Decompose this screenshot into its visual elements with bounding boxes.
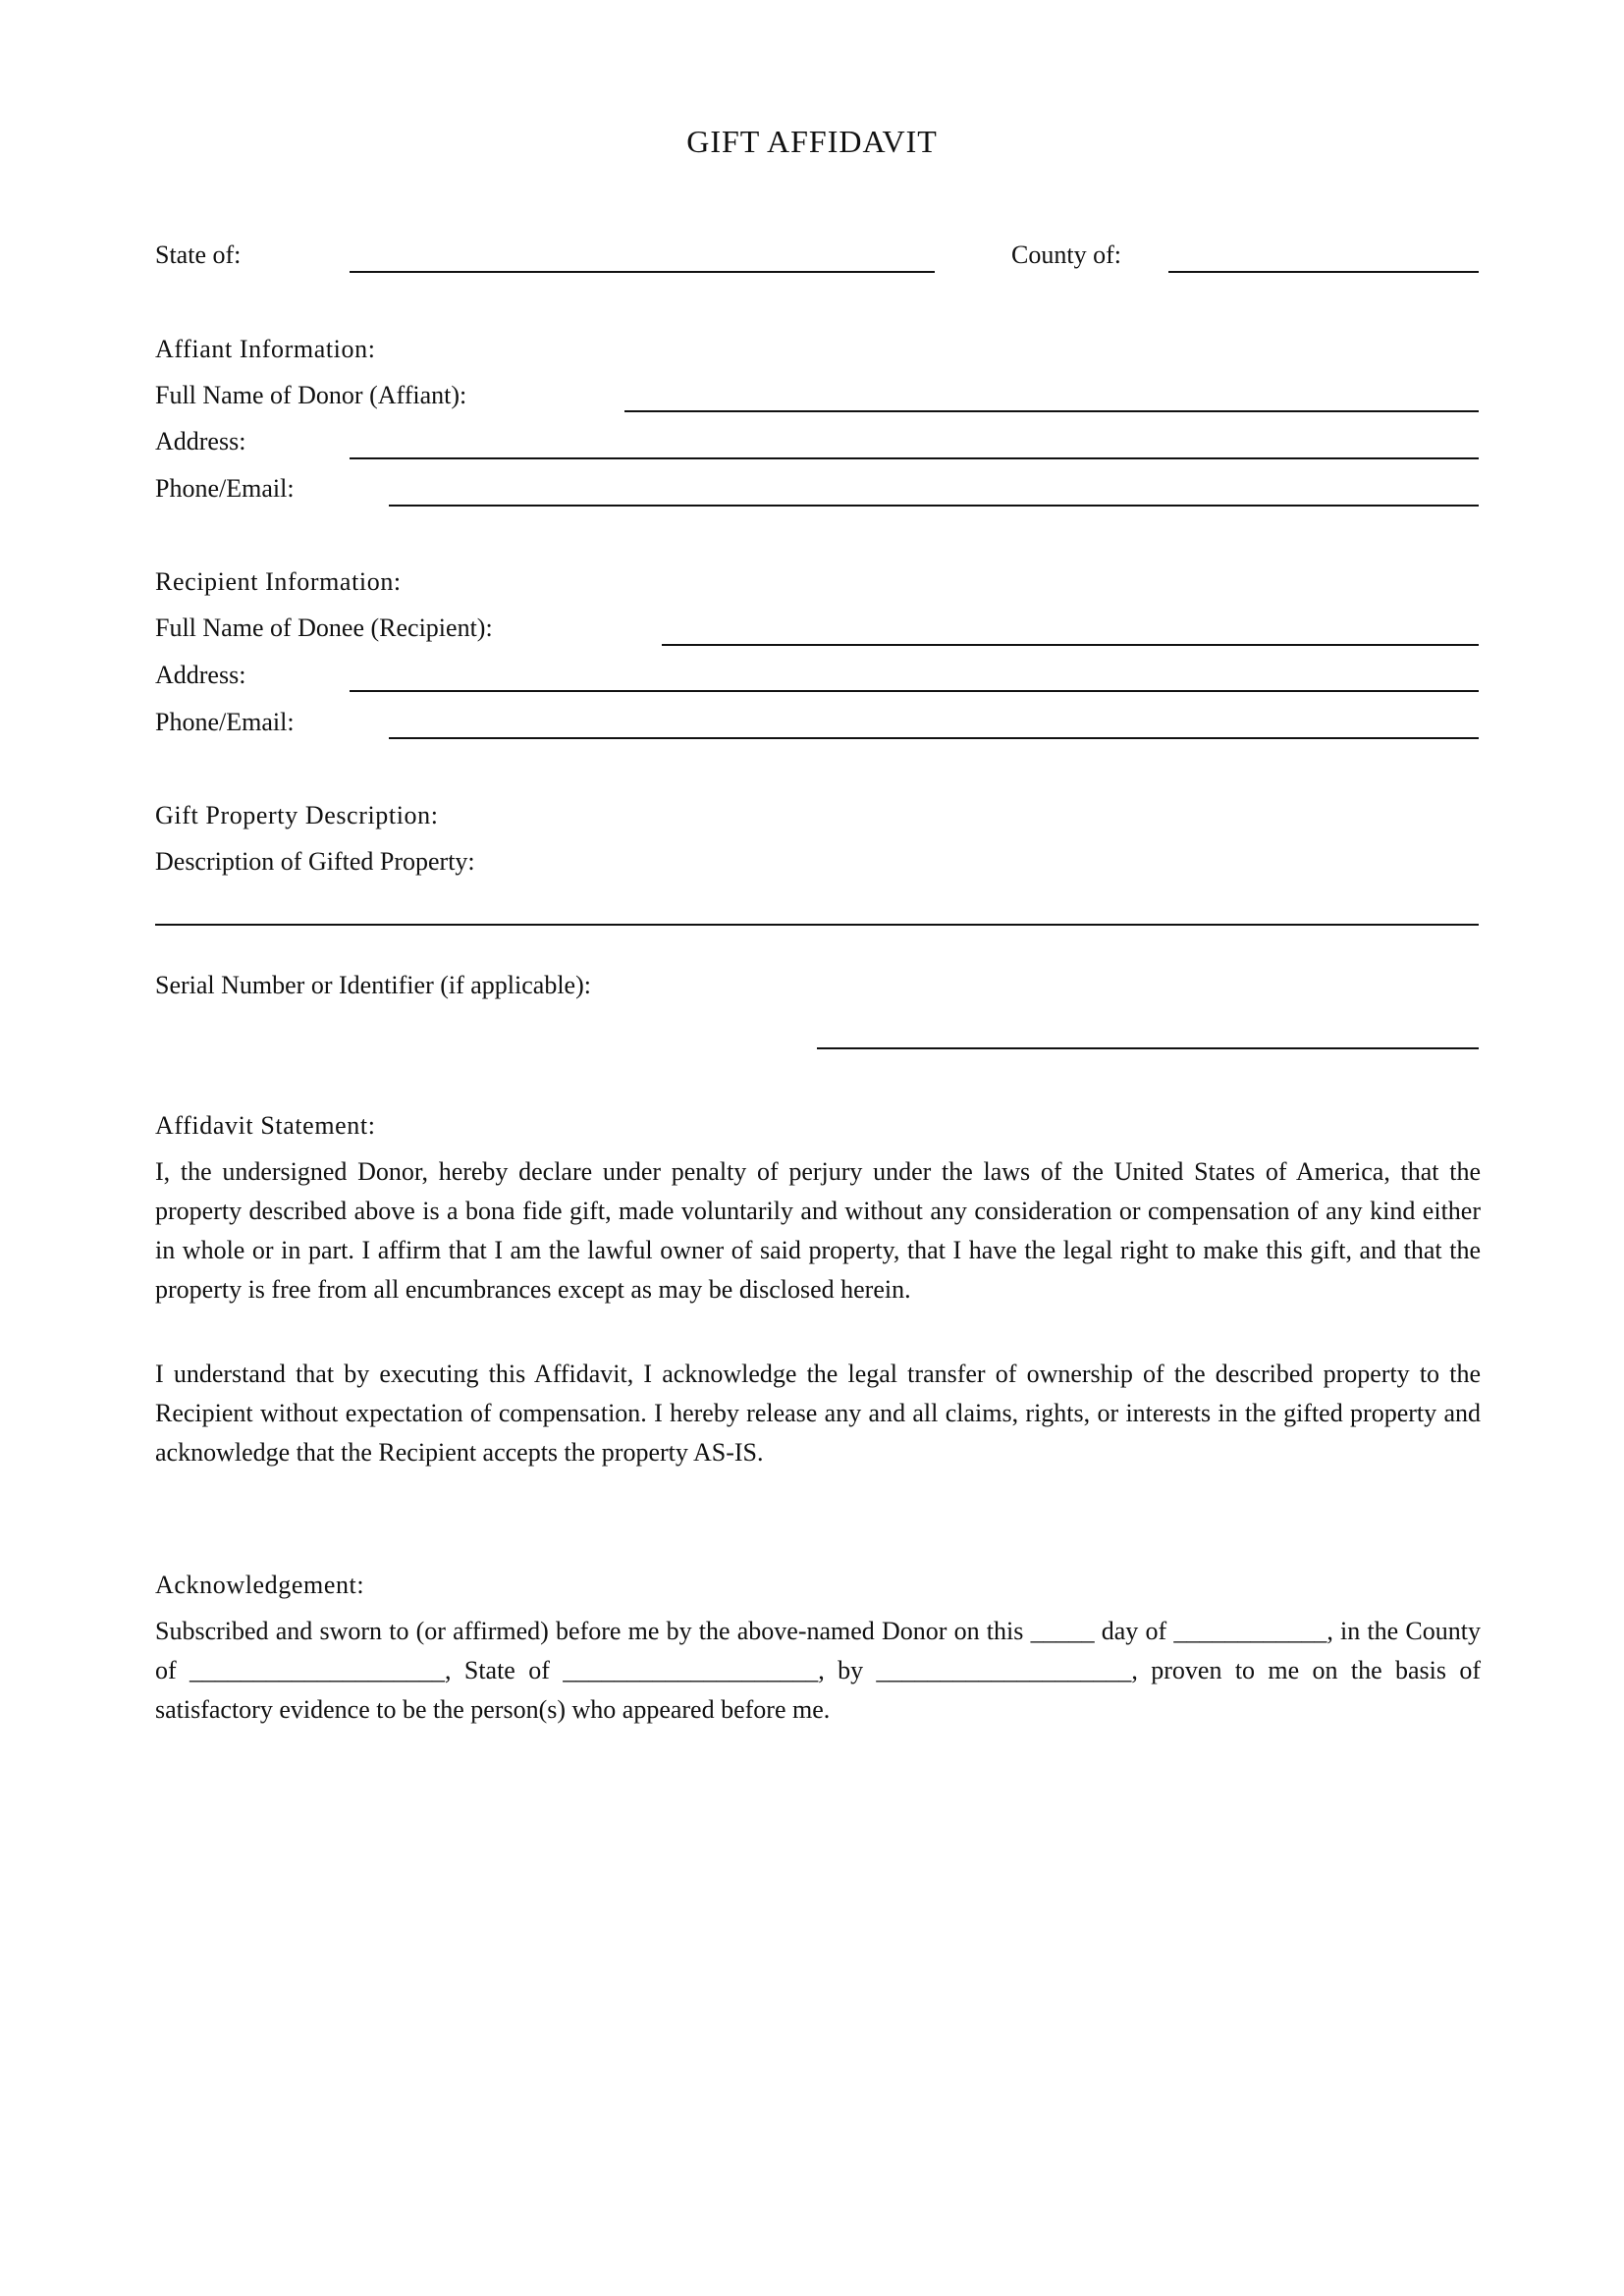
- affiant-heading: Affiant Information:: [155, 335, 376, 363]
- donee-name-label: Full Name of Donee (Recipient):: [155, 614, 493, 642]
- gift-description-label: Description of Gifted Property:: [155, 847, 475, 876]
- gift-heading: Gift Property Description:: [155, 801, 439, 829]
- donee-contact-label: Phone/Email:: [155, 708, 295, 736]
- gift-description-field-line[interactable]: [155, 924, 1479, 926]
- county-label: County of:: [1011, 240, 1121, 269]
- state-label: State of:: [155, 240, 242, 269]
- state-field-line[interactable]: [350, 271, 935, 273]
- document-title: GIFT AFFIDAVIT: [686, 124, 938, 159]
- serial-number-field-line[interactable]: [817, 1047, 1479, 1049]
- statement-paragraph-2: I understand that by executing this Affidavit, I acknowledge the legal transfer of ownership of the described property to the Recipient without expectation of compensation. I hereby release any and all claims, rights, or interests in the gifted property and acknowledge that the Recipient accepts the property AS-IS.: [155, 1360, 1481, 1467]
- statement-paragraph-1: I, the undersigned Donor, hereby declare under penalty of perjury under the laws of the United States of America, that the property described above is a bona fide gift, made voluntarily and without any consideration or compensation of any kind either in whole or in part. I affirm that I am the lawful owner of said property, that I have the legal right to make this gift, and that the property is free from all encumbrances except as may be disclosed herein.: [155, 1157, 1481, 1304]
- statement-heading: Affidavit Statement:: [155, 1111, 376, 1140]
- donee-contact-field-line[interactable]: [389, 737, 1479, 739]
- acknowledgement-paragraph: Subscribed and sworn to (or affirmed) before me by the above-named Donor on this _____ day of ____________, in the County of ____________________, State of ____________________, by ____________________, proven to me on the basis of satisfactory evidence to be the person(s) who appeared before me.: [155, 1617, 1481, 1724]
- donor-name-label: Full Name of Donor (Affiant):: [155, 381, 467, 409]
- recipient-heading: Recipient Information:: [155, 567, 402, 596]
- donor-name-field-line[interactable]: [624, 410, 1479, 412]
- donee-address-label: Address:: [155, 661, 246, 689]
- donee-name-field-line[interactable]: [662, 644, 1479, 646]
- donor-contact-label: Phone/Email:: [155, 474, 295, 503]
- donee-address-field-line[interactable]: [350, 690, 1479, 692]
- donor-contact-field-line[interactable]: [389, 505, 1479, 507]
- donor-address-label: Address:: [155, 427, 246, 455]
- acknowledgement-heading: Acknowledgement:: [155, 1571, 365, 1599]
- county-field-line[interactable]: [1168, 271, 1479, 273]
- donor-address-field-line[interactable]: [350, 457, 1479, 459]
- serial-number-label: Serial Number or Identifier (if applicable):: [155, 971, 591, 999]
